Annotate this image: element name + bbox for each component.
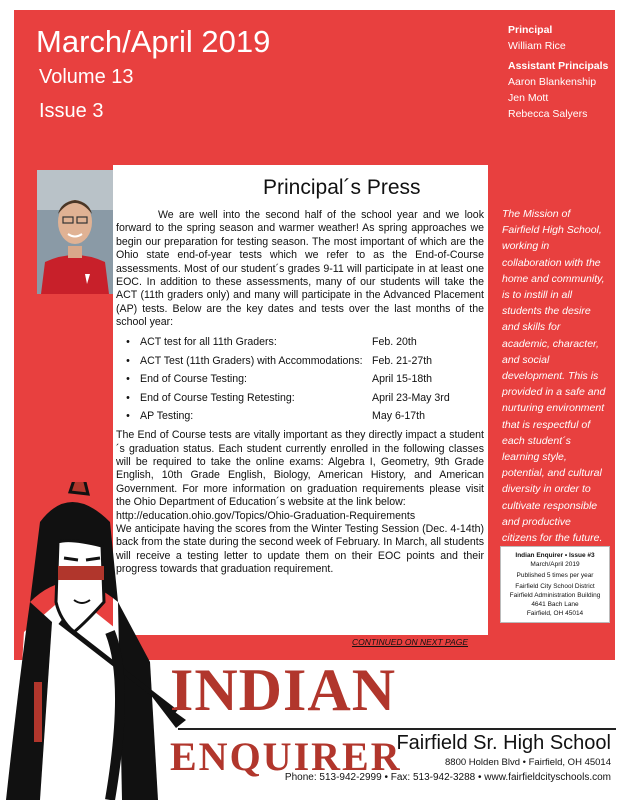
masthead-word-indian: INDIAN (170, 657, 397, 723)
school-name: Fairfield Sr. High School (396, 732, 611, 754)
test-item: • End of Course Testing Retesting: April 23-May 3rd (126, 391, 450, 404)
test-item: • ACT Test (11th Graders) with Accommodations: Feb. 21-27th (126, 354, 433, 367)
test-name: AP Testing: (140, 410, 194, 423)
test-item: • ACT test for all 11th Graders: Feb. 20th (126, 336, 417, 349)
info-line: Published 5 times per year (516, 572, 594, 579)
assistant-name: Rebecca Salyers (508, 108, 588, 120)
article-title: Principal´s Press (263, 176, 421, 199)
masthead-rule (178, 728, 616, 730)
school-address: 8800 Holden Blvd • Fairfield, OH 45014 (445, 757, 611, 768)
principal-label: Principal (508, 24, 553, 36)
masthead-word-enquirer: ENQUIRER (170, 734, 402, 779)
article-scores-paragraph: We anticipate having the scores from the Winter Testing Session (Dec. 4-14th) back from the state during the second week of February. In March, all students will receive a testing letter to update them on their EOC points and their progress towards that graduation requirement. (116, 523, 484, 576)
article-graduation-paragraph: The End of Course tests are vitally important as they directly impact a student´s graduation status. Each student currently enrolled in the following classes will be required to take the online exams: Algebra I, Geometry, 9th Grade English, 10th Grade English, Biology, American History, and American Government. For more information on graduation requirements please visit the Ohio Department of Education´s website at the link below: (116, 429, 484, 509)
test-name: ACT Test (11th Graders) with Accommodations: (140, 354, 363, 367)
assistant-label: Assistant Principals (508, 60, 609, 72)
test-name: End of Course Testing: (140, 373, 247, 386)
school-contact: Phone: 513-942-2999 • Fax: 513-942-3288 • www.fairfieldcityschools.com (284, 772, 611, 783)
test-date: April 15-18th (372, 373, 433, 386)
volume-label: Volume 13 (39, 66, 134, 88)
test-date: Feb. 20th (372, 336, 417, 349)
test-name: ACT test for all 11th Graders: (140, 336, 277, 349)
administration-list (508, 22, 608, 122)
test-date: April 23-May 3rd (372, 391, 450, 404)
test-item: • End of Course Testing: April 15-18th (126, 373, 433, 386)
article-intro: We are well into the second half of the school year and we look forward to the spring season and warmer weather! As spring approaches we begin our preparation for testing season. The most important of which are the Ohio state end-of-year tests which we refer to as the End-of-Course assessments. Most of our student´s grades 9-11 will participate in at least one EOC. In addition to these assessments, many of our students will take the ACT (11th graders only) and many will participate in the Advanced Placement (AP) tests. Below are the key dates and tests over the last months of the school year: (116, 209, 484, 329)
info-line: 4641 Bach Lane (531, 601, 579, 608)
ohio-requirements-link[interactable]: http://education.ohio.gov/Topics/Ohio-Graduation-Requirements (116, 509, 416, 522)
publication-info-box (500, 546, 610, 623)
assistant-name: Aaron Blankenship (508, 76, 597, 88)
test-item: • AP Testing: May 6-17th (126, 410, 425, 423)
principal-name: William Rice (508, 40, 566, 52)
principal-photo (37, 170, 113, 294)
issue-date: March/April 2019 (36, 24, 271, 59)
info-line: Indian Enquirer • Issue #3 (515, 552, 595, 559)
test-date: Feb. 21-27th (372, 354, 433, 367)
mission-statement: The Mission of Fairfield High School, working in collaboration with the home and community, is to instill in all students the desire and skills for academic, character, and social development. This is provided in a safe and nurturing environment that is respectful of each student´s learning style, potential, and cultural diversity in order to cultivate responsible and productive citizens for the future. (502, 208, 606, 545)
test-dates-list (116, 334, 484, 427)
test-name: End of Course Testing Retesting: (140, 391, 295, 404)
info-line: March/April 2019 (530, 561, 580, 568)
mascot-logo-icon (0, 482, 190, 800)
issue-label: Issue 3 (39, 100, 104, 122)
continued-note: CONTINUED ON NEXT PAGE (352, 637, 469, 647)
assistant-name: Jen Mott (508, 92, 549, 104)
test-date: May 6-17th (372, 410, 425, 423)
info-line: Fairfield City School District (515, 583, 595, 590)
info-line: Fairfield Administration Building (509, 592, 601, 599)
info-line: Fairfield, OH 45014 (526, 610, 584, 617)
